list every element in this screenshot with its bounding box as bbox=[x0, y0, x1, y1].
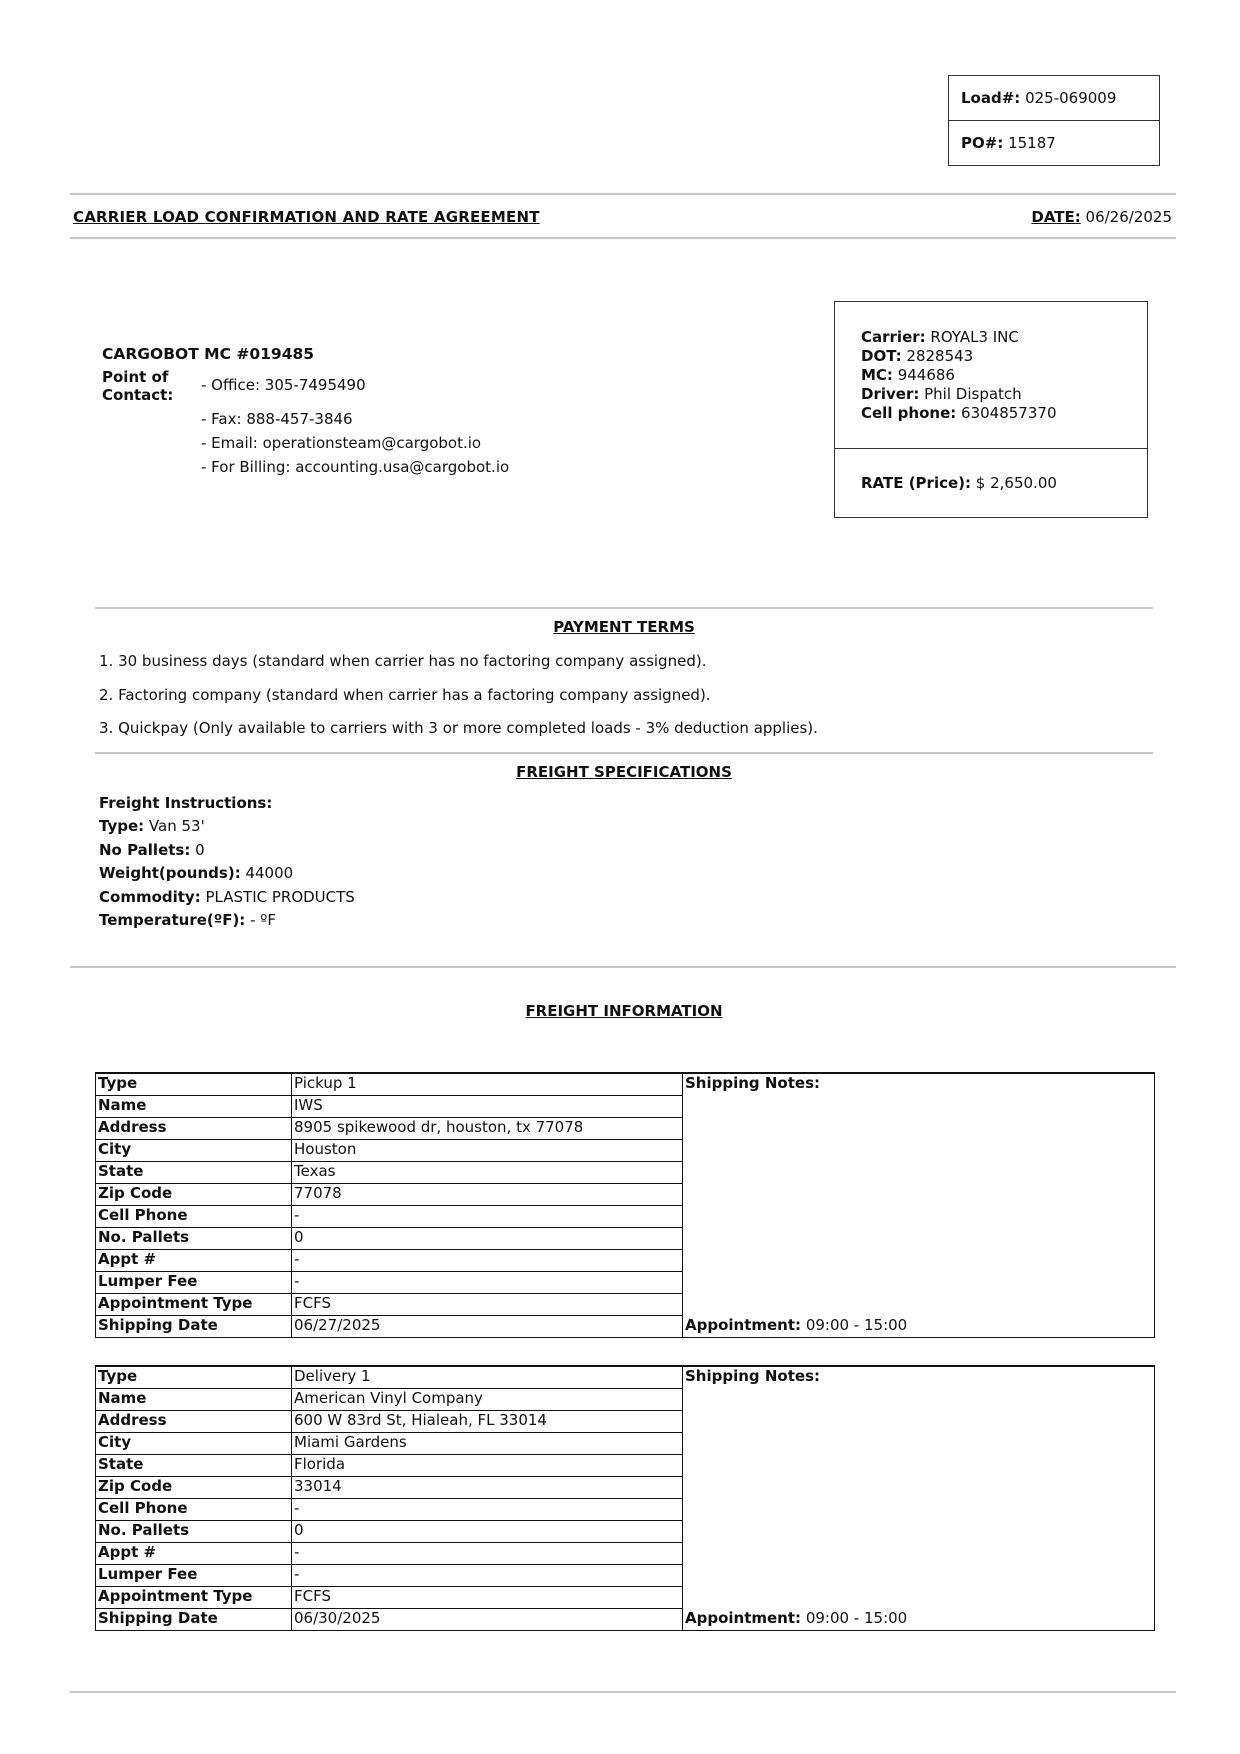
field-label: Type bbox=[96, 1366, 292, 1389]
po-number-row bbox=[949, 120, 1159, 165]
field-label: Address bbox=[96, 1118, 292, 1140]
table-row bbox=[96, 1316, 1155, 1338]
appointment-value: 09:00 - 15:00 bbox=[805, 1315, 908, 1334]
shipping-notes-label: Shipping Notes: bbox=[685, 1367, 821, 1385]
rate-value: $ 2,650.00 bbox=[975, 474, 1057, 492]
pallets-value: 0 bbox=[195, 841, 205, 859]
carrier-box bbox=[834, 301, 1148, 518]
document-date bbox=[1031, 208, 1172, 226]
delivery-stop-table bbox=[95, 1365, 1155, 1631]
appointment-label: Appointment: bbox=[685, 1608, 802, 1627]
field-value: - bbox=[292, 1272, 683, 1294]
rate-label: RATE (Price): bbox=[861, 474, 972, 492]
field-label: Address bbox=[96, 1411, 292, 1433]
divider bbox=[70, 193, 1176, 195]
field-value: American Vinyl Company bbox=[292, 1389, 683, 1411]
field-value: - bbox=[292, 1499, 683, 1521]
fax-number: - Fax: 888-457-3846 bbox=[201, 410, 353, 428]
field-label: Cell Phone bbox=[96, 1499, 292, 1521]
table-row bbox=[96, 1366, 1155, 1389]
field-value: FCFS bbox=[292, 1587, 683, 1609]
office-phone: - Office: 305-7495490 bbox=[201, 376, 366, 394]
field-label: Appt # bbox=[96, 1250, 292, 1272]
load-po-box bbox=[948, 75, 1160, 166]
field-label: Zip Code bbox=[96, 1184, 292, 1206]
field-value: - bbox=[292, 1565, 683, 1587]
field-label: City bbox=[96, 1433, 292, 1455]
temperature-value: - ºF bbox=[250, 911, 276, 929]
shipping-notes-label: Shipping Notes: bbox=[685, 1074, 821, 1092]
commodity-value: PLASTIC PRODUCTS bbox=[205, 888, 355, 906]
divider bbox=[70, 966, 1176, 968]
carrier-row bbox=[861, 328, 1147, 347]
field-label: State bbox=[96, 1162, 292, 1184]
driver-label: Driver: bbox=[861, 385, 920, 403]
weight-value: 44000 bbox=[245, 864, 294, 882]
driver-row bbox=[861, 385, 1147, 404]
freight-specifications-heading: FREIGHT SPECIFICATIONS bbox=[516, 763, 732, 781]
cell-phone-row bbox=[861, 404, 1147, 423]
field-value: 600 W 83rd St, Hialeah, FL 33014 bbox=[292, 1411, 683, 1433]
field-value: 33014 bbox=[292, 1477, 683, 1499]
freight-instructions-row bbox=[99, 794, 272, 812]
field-label: Lumper Fee bbox=[96, 1565, 292, 1587]
field-label: No. Pallets bbox=[96, 1521, 292, 1543]
table-row bbox=[96, 1073, 1155, 1096]
freight-information-heading: FREIGHT INFORMATION bbox=[525, 1002, 723, 1020]
table-row bbox=[96, 1609, 1155, 1631]
field-value: - bbox=[292, 1543, 683, 1565]
field-value: IWS bbox=[292, 1096, 683, 1118]
field-value: Houston bbox=[292, 1140, 683, 1162]
field-value: 8905 spikewood dr, houston, tx 77078 bbox=[292, 1118, 683, 1140]
point-of-contact-label: Point of Contact: bbox=[102, 368, 174, 404]
cell-phone-label: Cell phone: bbox=[861, 404, 957, 422]
carrier-label: Carrier: bbox=[861, 328, 926, 346]
pallets-row bbox=[99, 841, 205, 859]
document-title: CARRIER LOAD CONFIRMATION AND RATE AGREEMENT bbox=[73, 208, 540, 226]
field-label: Shipping Date bbox=[96, 1609, 292, 1631]
payment-term-2: 2. Factoring company (standard when carrier has a factoring company assigned). bbox=[99, 686, 711, 704]
payment-terms-heading: PAYMENT TERMS bbox=[553, 618, 695, 636]
po-number-value: 15187 bbox=[1008, 134, 1056, 152]
appointment-cell bbox=[683, 1316, 1155, 1338]
field-label: Type bbox=[96, 1073, 292, 1096]
field-label: State bbox=[96, 1455, 292, 1477]
load-number-row bbox=[949, 76, 1159, 120]
driver-value: Phil Dispatch bbox=[924, 385, 1022, 403]
shipping-notes-cell bbox=[683, 1366, 1155, 1609]
weight-row bbox=[99, 864, 293, 882]
weight-label: Weight(pounds): bbox=[99, 864, 241, 882]
pallets-label: No Pallets: bbox=[99, 841, 191, 859]
divider bbox=[70, 1691, 1176, 1693]
field-value: 77078 bbox=[292, 1184, 683, 1206]
field-value: 06/30/2025 bbox=[292, 1609, 683, 1631]
field-value: Delivery 1 bbox=[292, 1366, 683, 1389]
pickup-stop-table bbox=[95, 1072, 1155, 1338]
carrier-info bbox=[835, 302, 1147, 448]
load-number-label: Load#: bbox=[961, 89, 1021, 107]
rate-row bbox=[835, 448, 1147, 517]
field-value: Miami Gardens bbox=[292, 1433, 683, 1455]
mc-row bbox=[861, 366, 1147, 385]
field-label: Name bbox=[96, 1389, 292, 1411]
freight-instructions-label: Freight Instructions: bbox=[99, 794, 273, 812]
field-label: Shipping Date bbox=[96, 1316, 292, 1338]
field-label: No. Pallets bbox=[96, 1228, 292, 1250]
payment-term-3: 3. Quickpay (Only available to carriers with 3 or more completed loads - 3% deduction applies). bbox=[99, 719, 818, 737]
type-label: Type: bbox=[99, 817, 145, 835]
field-value: - bbox=[292, 1206, 683, 1228]
dot-value: 2828543 bbox=[906, 347, 974, 365]
field-label: Appointment Type bbox=[96, 1587, 292, 1609]
mc-value: 944686 bbox=[897, 366, 955, 384]
appointment-value: 09:00 - 15:00 bbox=[805, 1608, 908, 1627]
dot-row bbox=[861, 347, 1147, 366]
field-value: Florida bbox=[292, 1455, 683, 1477]
dot-label: DOT: bbox=[861, 347, 902, 365]
broker-name: CARGOBOT MC #019485 bbox=[102, 345, 315, 363]
field-value: 06/27/2025 bbox=[292, 1316, 683, 1338]
shipping-notes-cell bbox=[683, 1073, 1155, 1316]
field-label: Appt # bbox=[96, 1543, 292, 1565]
type-row bbox=[99, 817, 205, 835]
appointment-label: Appointment: bbox=[685, 1315, 802, 1334]
date-value: 06/26/2025 bbox=[1085, 208, 1172, 226]
field-value: Pickup 1 bbox=[292, 1073, 683, 1096]
cell-phone-value: 6304857370 bbox=[961, 404, 1057, 422]
field-label: Cell Phone bbox=[96, 1206, 292, 1228]
field-value: 0 bbox=[292, 1228, 683, 1250]
field-value: - bbox=[292, 1250, 683, 1272]
email-address: - Email: operationsteam@cargobot.io bbox=[201, 434, 482, 452]
load-number-value: 025-069009 bbox=[1025, 89, 1117, 107]
date-label: DATE: bbox=[1031, 208, 1081, 226]
payment-term-1: 1. 30 business days (standard when carrier has no factoring company assigned). bbox=[99, 652, 707, 670]
divider bbox=[95, 607, 1153, 609]
field-value: Texas bbox=[292, 1162, 683, 1184]
field-label: Lumper Fee bbox=[96, 1272, 292, 1294]
type-value: Van 53' bbox=[148, 817, 205, 835]
field-label: City bbox=[96, 1140, 292, 1162]
field-value: FCFS bbox=[292, 1294, 683, 1316]
carrier-value: ROYAL3 INC bbox=[930, 328, 1019, 346]
temperature-row bbox=[99, 911, 276, 929]
mc-label: MC: bbox=[861, 366, 893, 384]
divider bbox=[95, 752, 1153, 754]
field-value: 0 bbox=[292, 1521, 683, 1543]
field-label: Appointment Type bbox=[96, 1294, 292, 1316]
field-label: Name bbox=[96, 1096, 292, 1118]
billing-email: - For Billing: accounting.usa@cargobot.io bbox=[201, 458, 510, 476]
field-label: Zip Code bbox=[96, 1477, 292, 1499]
divider bbox=[70, 237, 1176, 239]
appointment-cell bbox=[683, 1609, 1155, 1631]
commodity-label: Commodity: bbox=[99, 888, 201, 906]
commodity-row bbox=[99, 888, 355, 906]
po-number-label: PO#: bbox=[961, 134, 1004, 152]
temperature-label: Temperature(ºF): bbox=[99, 911, 246, 929]
